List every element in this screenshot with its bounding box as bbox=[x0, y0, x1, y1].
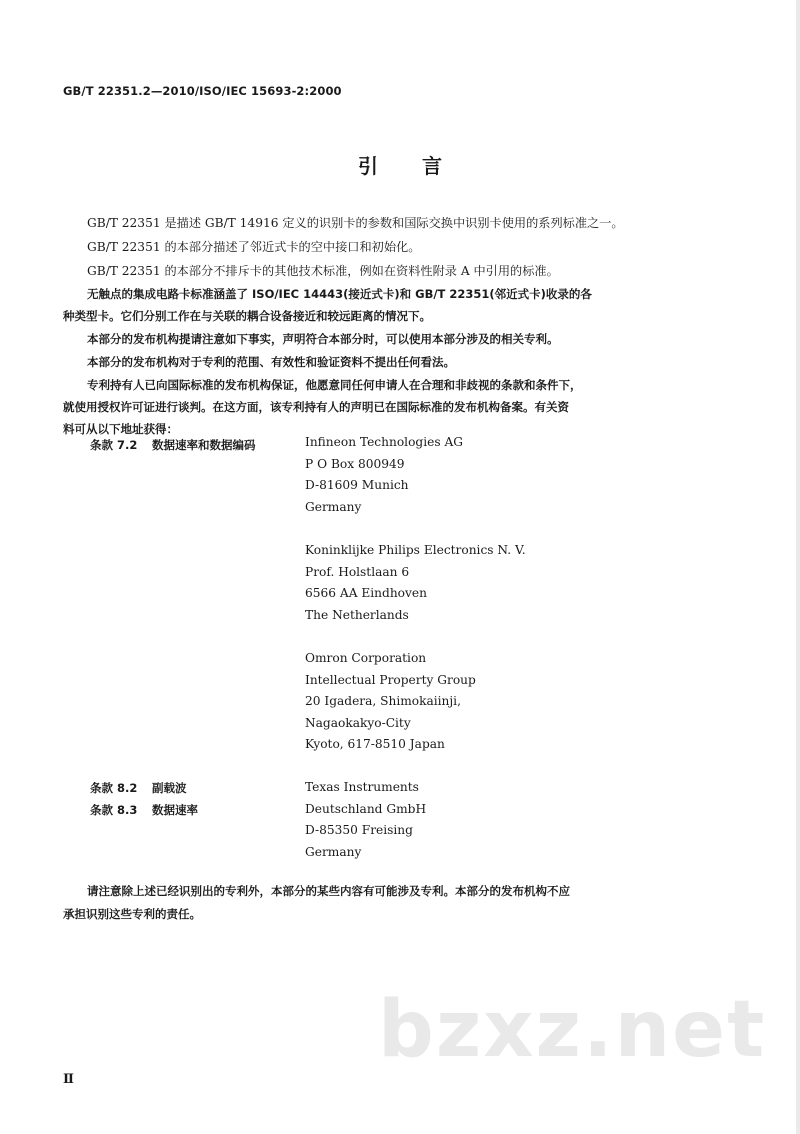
paragraph-7-cont-1: 就使用授权许可证进行谈判。在这方面，该专利持有人的声明已在国际标准的发布机构备案。有关资 bbox=[63, 400, 569, 414]
paragraph-7-cont-2: 料可从以下地址获得： bbox=[63, 422, 178, 436]
paragraph-4: 无触点的集成电路卡标准涵盖了 ISO/IEC 14443(接近式卡)和 GB/T 22351(邻近式卡)收录的各 bbox=[87, 287, 592, 301]
paragraph-1: GB/T 22351 是描述 GB/T 14916 定义的识别卡的参数和国际交换中识别卡使用的系列标准之一。 bbox=[87, 216, 624, 230]
address-philips: Koninklijke Philips Electronics N. V. Prof. Holstlaan 6 6566 AA Eindhoven The Netherlands bbox=[305, 543, 526, 622]
page-number: Ⅱ bbox=[63, 1072, 74, 1087]
paragraph-5: 本部分的发布机构提请注意如下事实，声明符合本部分时，可以使用本部分涉及的相关专利。 bbox=[87, 332, 559, 346]
address-omron: Omron Corporation Intellectual Property Group 20 Igadera, Shimokaiinji, Nagaokakyo-City Kyoto, 617-8510 Japan bbox=[305, 651, 476, 751]
watermark: bzxz.net bbox=[378, 985, 767, 1075]
paragraph-7: 专利持有人已向国际标准的发布机构保证，他愿意同任何申请人在合理和非歧视的条款和条件下， bbox=[87, 378, 582, 392]
address-infineon: Infineon Technologies AG P O Box 800949 D-81609 Munich Germany bbox=[305, 435, 463, 514]
standard-number: GB/T 22351.2—2010/ISO/IEC 15693-2:2000 bbox=[63, 84, 342, 98]
clause-8-2: 条款 8.2 副载波 bbox=[90, 781, 187, 795]
address-texas-instruments: Texas Instruments Deutschland GmbH D-85350 Freising Germany bbox=[305, 780, 427, 859]
clause-8-3: 条款 8.3 数据速率 bbox=[90, 803, 198, 817]
page-title: 引言 bbox=[358, 154, 486, 178]
closing-paragraph-cont: 承担识别这些专利的责任。 bbox=[63, 907, 201, 921]
paragraph-3: GB/T 22351 的本部分不排斥卡的其他技术标准，例如在资料性附录 A 中引用的标准。 bbox=[87, 264, 559, 278]
clause-7-2: 条款 7.2 数据速率和数据编码 bbox=[90, 438, 256, 452]
paragraph-6: 本部分的发布机构对于专利的范围、有效性和验证资料不提出任何看法。 bbox=[87, 355, 455, 369]
page-edge-shadow bbox=[796, 0, 800, 1134]
paragraph-2: GB/T 22351 的本部分描述了邻近式卡的空中接口和初始化。 bbox=[87, 240, 421, 254]
paragraph-4-cont: 种类型卡。它们分别工作在与关联的耦合设备接近和较远距离的情况下。 bbox=[63, 309, 431, 323]
closing-paragraph: 请注意除上述已经识别出的专利外，本部分的某些内容有可能涉及专利。本部分的发布机构不应 bbox=[87, 884, 570, 898]
